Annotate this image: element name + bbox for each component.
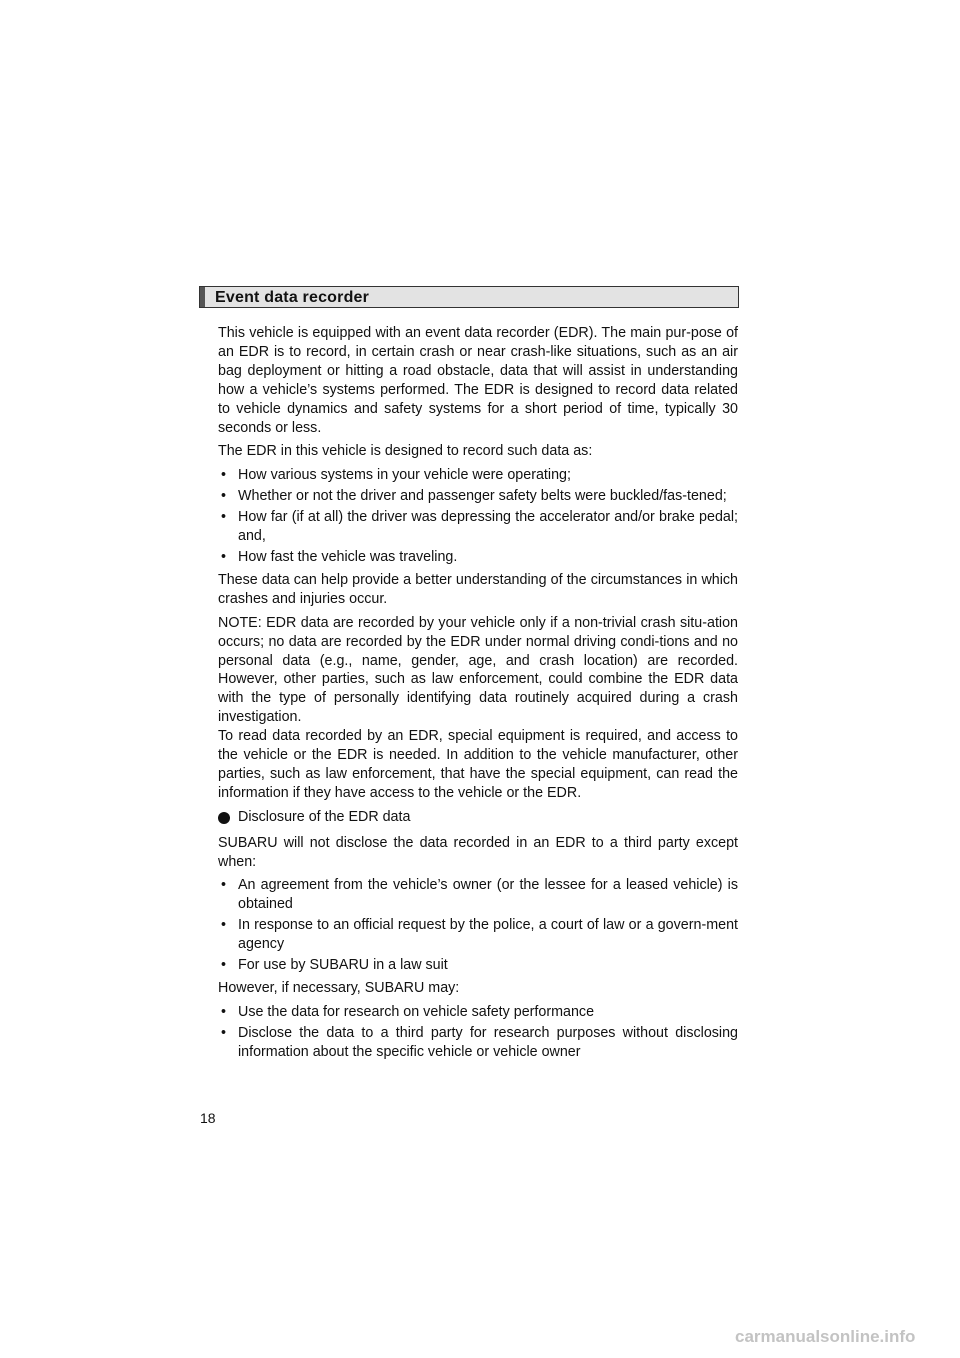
record-items-list (218, 466, 738, 567)
list-item (218, 1024, 738, 1062)
intro-paragraph: This vehicle is equipped with an event data recorder (EDR). The main pur-pose of an EDR is to record, in certain crash or near crash-like situations, such as an air bag deployment or hitting a road obstacle, data that will assist in understanding how a vehicle’s systems performed. The EDR is designed to record data related to vehicle dynamics and safety systems for a short period of time, typically 30 seconds or less. (218, 325, 738, 436)
list-item (218, 916, 738, 954)
bullet-icon: • (221, 1024, 227, 1041)
bullet-icon: • (221, 917, 227, 934)
note-paragraph: NOTE: EDR data are recorded by your vehicle only if a non-trivial crash situ-ation occurs; no data are recorded by the EDR under normal driving condi-tions and no personal data (e.g., name, gender, age, and crash location) are recorded. However, other parties, such as law enforcement, could combine the EDR data with the type of personally identifying data routinely acquired during a crash investigation. (218, 614, 738, 726)
filled-circle-icon (218, 812, 230, 824)
list-item-text: How various systems in your vehicle were operating; (238, 467, 571, 484)
list-item (218, 466, 738, 485)
list-item-text: How far (if at all) the driver was depressing the accelerator and/or brake pedal; and, (238, 509, 738, 545)
bullet-icon: • (221, 488, 227, 505)
disclosure-intro-paragraph: SUBARU will not disclose the data recorded in an EDR to a third party except when: (218, 834, 738, 870)
list-item-text: An agreement from the vehicle’s owner (or the lessee for a leased vehicle) is obtained (238, 877, 738, 913)
section-header (199, 286, 739, 308)
list-item-text: Whether or not the driver and passenger safety belts were buckled/fas-tened; (238, 488, 727, 505)
bullet-icon: • (221, 877, 227, 894)
list-item (218, 548, 738, 567)
disclosure-heading-text: Disclosure of the EDR data (238, 808, 411, 825)
bullet-icon: • (221, 509, 227, 526)
main-content (218, 324, 738, 1066)
list-item-text: Use the data for research on vehicle safety performance (238, 1003, 595, 1020)
list-item (218, 1003, 738, 1022)
bullet-icon: • (221, 1003, 227, 1020)
list-item-text: For use by SUBARU in a law suit (238, 957, 448, 974)
list-item-text: In response to an official request by the police, a court of law or a govern-ment agency (238, 917, 738, 953)
list-item (218, 487, 738, 506)
designed-intro-paragraph: The EDR in this vehicle is designed to record such data as: (218, 443, 593, 460)
list-item (218, 508, 738, 546)
bullet-icon: • (221, 467, 227, 484)
list-item-text: Disclose the data to a third party for research purposes without disclosing information about the specific vehicle or vehicle owner (238, 1024, 738, 1060)
except-items-list (218, 876, 738, 975)
may-items-list (218, 1003, 738, 1062)
bullet-icon: • (221, 548, 227, 565)
watermark: carmanualsonline.info (735, 1327, 916, 1346)
disclosure-heading (218, 808, 738, 827)
section-title: Event data recorder (215, 289, 370, 306)
read-paragraph: To read data recorded by an EDR, special equipment is required, and access to the vehicle or the EDR is needed. In addition to the vehicle manufacturer, other parties, such as law enforcement, that have the special equipment, can read the information if they have access to the vehicle or the EDR. (218, 728, 738, 801)
section-header-bar (200, 287, 205, 307)
bullet-icon: • (221, 957, 227, 974)
list-item (218, 876, 738, 914)
list-item-text: How fast the vehicle was traveling. (238, 548, 458, 565)
help-paragraph: These data can help provide a better understanding of the circumstances in which crashes and injuries occur. (218, 571, 738, 607)
however-paragraph: However, if necessary, SUBARU may: (218, 980, 460, 996)
page-number: 18 (200, 1110, 216, 1126)
list-item (218, 956, 738, 975)
